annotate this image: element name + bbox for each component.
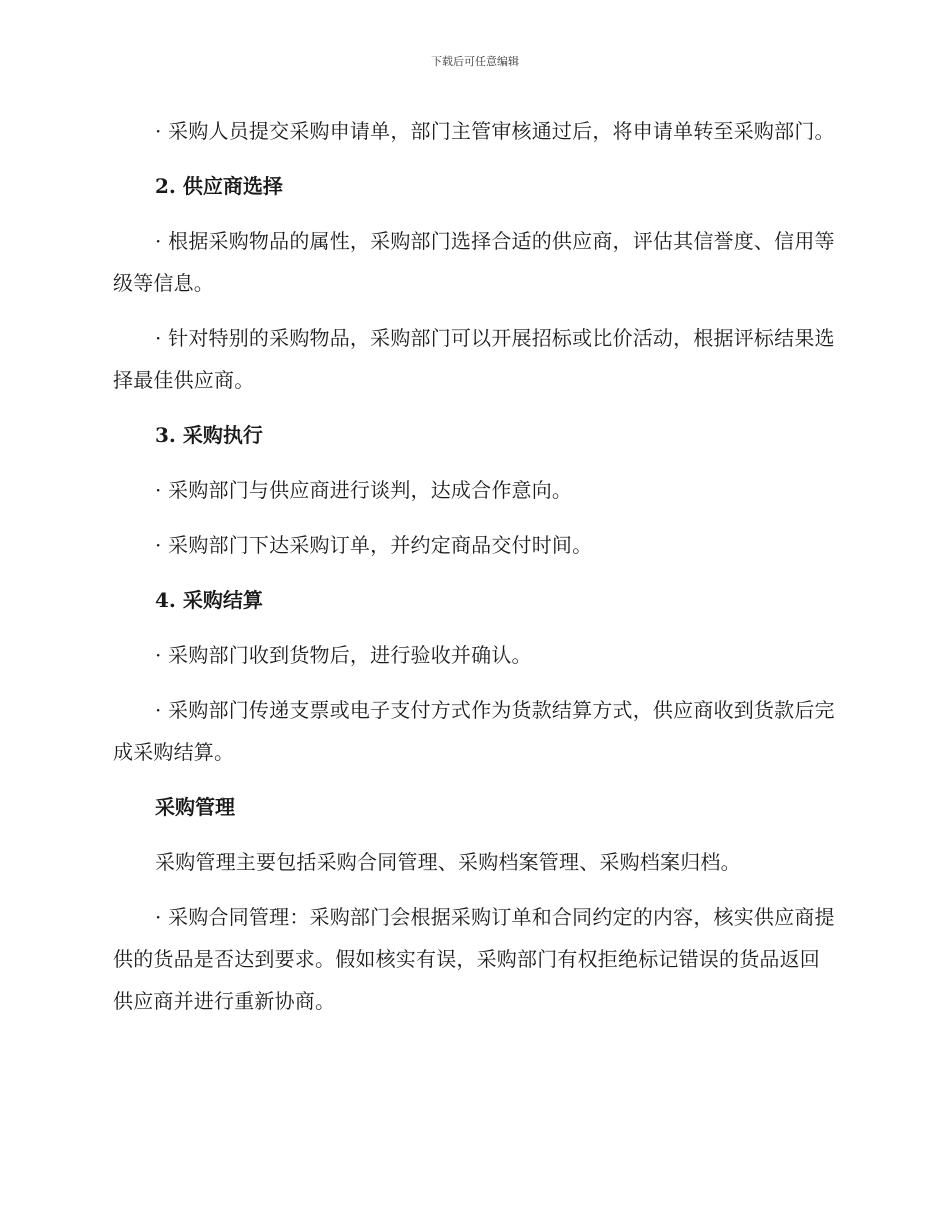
heading-procurement-execution: 3. 采购执行 [155, 423, 263, 447]
heading-procurement-management: 采购管理 [155, 795, 235, 819]
paragraph-submit-request: · 采购人员提交采购申请单，部门主管审核通过后，将申请单转至采购部门。 [155, 119, 835, 143]
paragraph-management-overview: 采购管理主要包括采购合同管理、采购档案管理、采购档案归档。 [155, 850, 741, 874]
heading-supplier-selection: 2. 供应商选择 [155, 174, 283, 198]
paragraph-payment: · 采购部门传递支票或电子支付方式作为货款结算方式，供应商收到货款后完成采购结算。 [113, 698, 835, 764]
document-body [113, 110, 835, 1035]
heading-procurement-settlement: 4. 采购结算 [155, 588, 263, 612]
paragraph-select-supplier: · 根据采购物品的属性，采购部门选择合适的供应商，评估其信誉度、信用等级等信息。 [113, 229, 835, 295]
paragraph-purchase-order: · 采购部门下达采购订单，并约定商品交付时间。 [155, 533, 593, 557]
page-header: 下载后可任意编辑 [431, 55, 519, 68]
paragraph-negotiation: · 采购部门与供应商进行谈判，达成合作意向。 [155, 478, 573, 502]
paragraph-inspection: · 采购部门收到货物后，进行验收并确认。 [155, 643, 532, 667]
paragraph-contract-management: · 采购合同管理：采购部门会根据采购订单和合同约定的内容，核实供应商提供的货品是否达到要求。假如核实有误，采购部门有权拒绝标记错误的货品返回供应商并进行重新协商。 [113, 905, 835, 1013]
paragraph-bidding: · 针对特别的采购物品，采购部门可以开展招标或比价活动，根据评标结果选择最佳供应商。 [113, 326, 835, 392]
